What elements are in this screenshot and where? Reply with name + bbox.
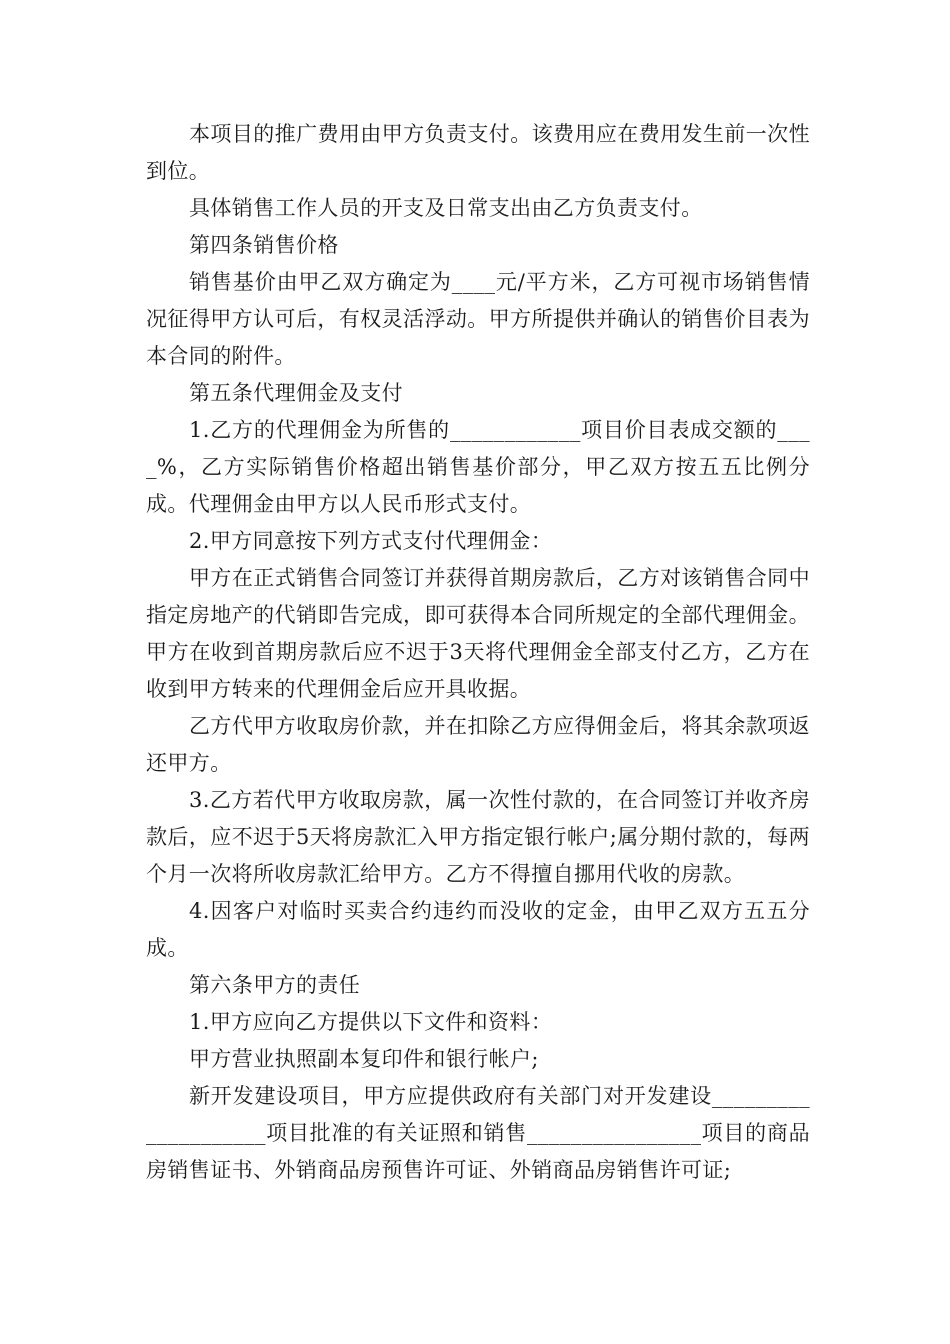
paragraph-base-price: 销售基价由甲乙双方确定为____元/平方米，乙方可视市场销售情况征得甲方认可后，有权灵活浮动。甲方所提供并确认的销售价目表为本合同的附件。 xyxy=(146,270,810,368)
paragraph-documents-intro: 1.甲方应向乙方提供以下文件和资料： xyxy=(189,1010,553,1034)
document-body xyxy=(146,116,810,1189)
paragraph-deposit-split: 4.因客户对临时买卖合约违约而没收的定金，由甲乙双方五五分成。 xyxy=(146,899,810,960)
paragraph-remittance: 3.乙方若代甲方收取房款，属一次性付款的，在合同签订并收齐房款后，应不迟于5天将房款汇入甲方指定银行帐户;属分期付款的，每两个月一次将所收房款汇给甲方。乙方不得擅自挪用代收的房款。 xyxy=(146,788,810,886)
paragraph-promotion-fee: 本项目的推广费用由甲方负责支付。该费用应在费用发生前一次性到位。 xyxy=(146,122,810,183)
paragraph-staff-expenses: 具体销售工作人员的开支及日常支出由乙方负责支付。 xyxy=(189,196,703,220)
heading-article-6: 第六条甲方的责任 xyxy=(189,973,361,997)
paragraph-project-permits: 新开发建设项目，甲方应提供政府有关部门对开发建设____________________项目批准的有关证照和销售________________项目的商品房销售证书、外销商品房预售许可证、外销商品房销售许可证; xyxy=(146,1084,810,1182)
paragraph-payment-method: 2.甲方同意按下列方式支付代理佣金： xyxy=(189,529,553,553)
paragraph-commission-rate: 1.乙方的代理佣金为所售的____________项目价目表成交额的____%，乙方实际销售价格超出销售基价部分，甲乙双方按五五比例分成。代理佣金由甲方以人民币形式支付。 xyxy=(146,418,810,516)
heading-article-5: 第五条代理佣金及支付 xyxy=(189,381,403,405)
paragraph-payment-details: 甲方在正式销售合同签订并获得首期房款后，乙方对该销售合同中指定房地产的代销即告完成，即可获得本合同所规定的全部代理佣金。甲方在收到首期房款后应不迟于3天将代理佣金全部支付乙方，乙方在收到甲方转来的代理佣金后应开具收据。 xyxy=(146,566,810,701)
paragraph-collection: 乙方代甲方收取房价款，并在扣除乙方应得佣金后，将其余款项返还甲方。 xyxy=(146,714,810,775)
heading-article-4: 第四条销售价格 xyxy=(189,233,339,257)
paragraph-business-license: 甲方营业执照副本复印件和银行帐户; xyxy=(189,1047,539,1071)
